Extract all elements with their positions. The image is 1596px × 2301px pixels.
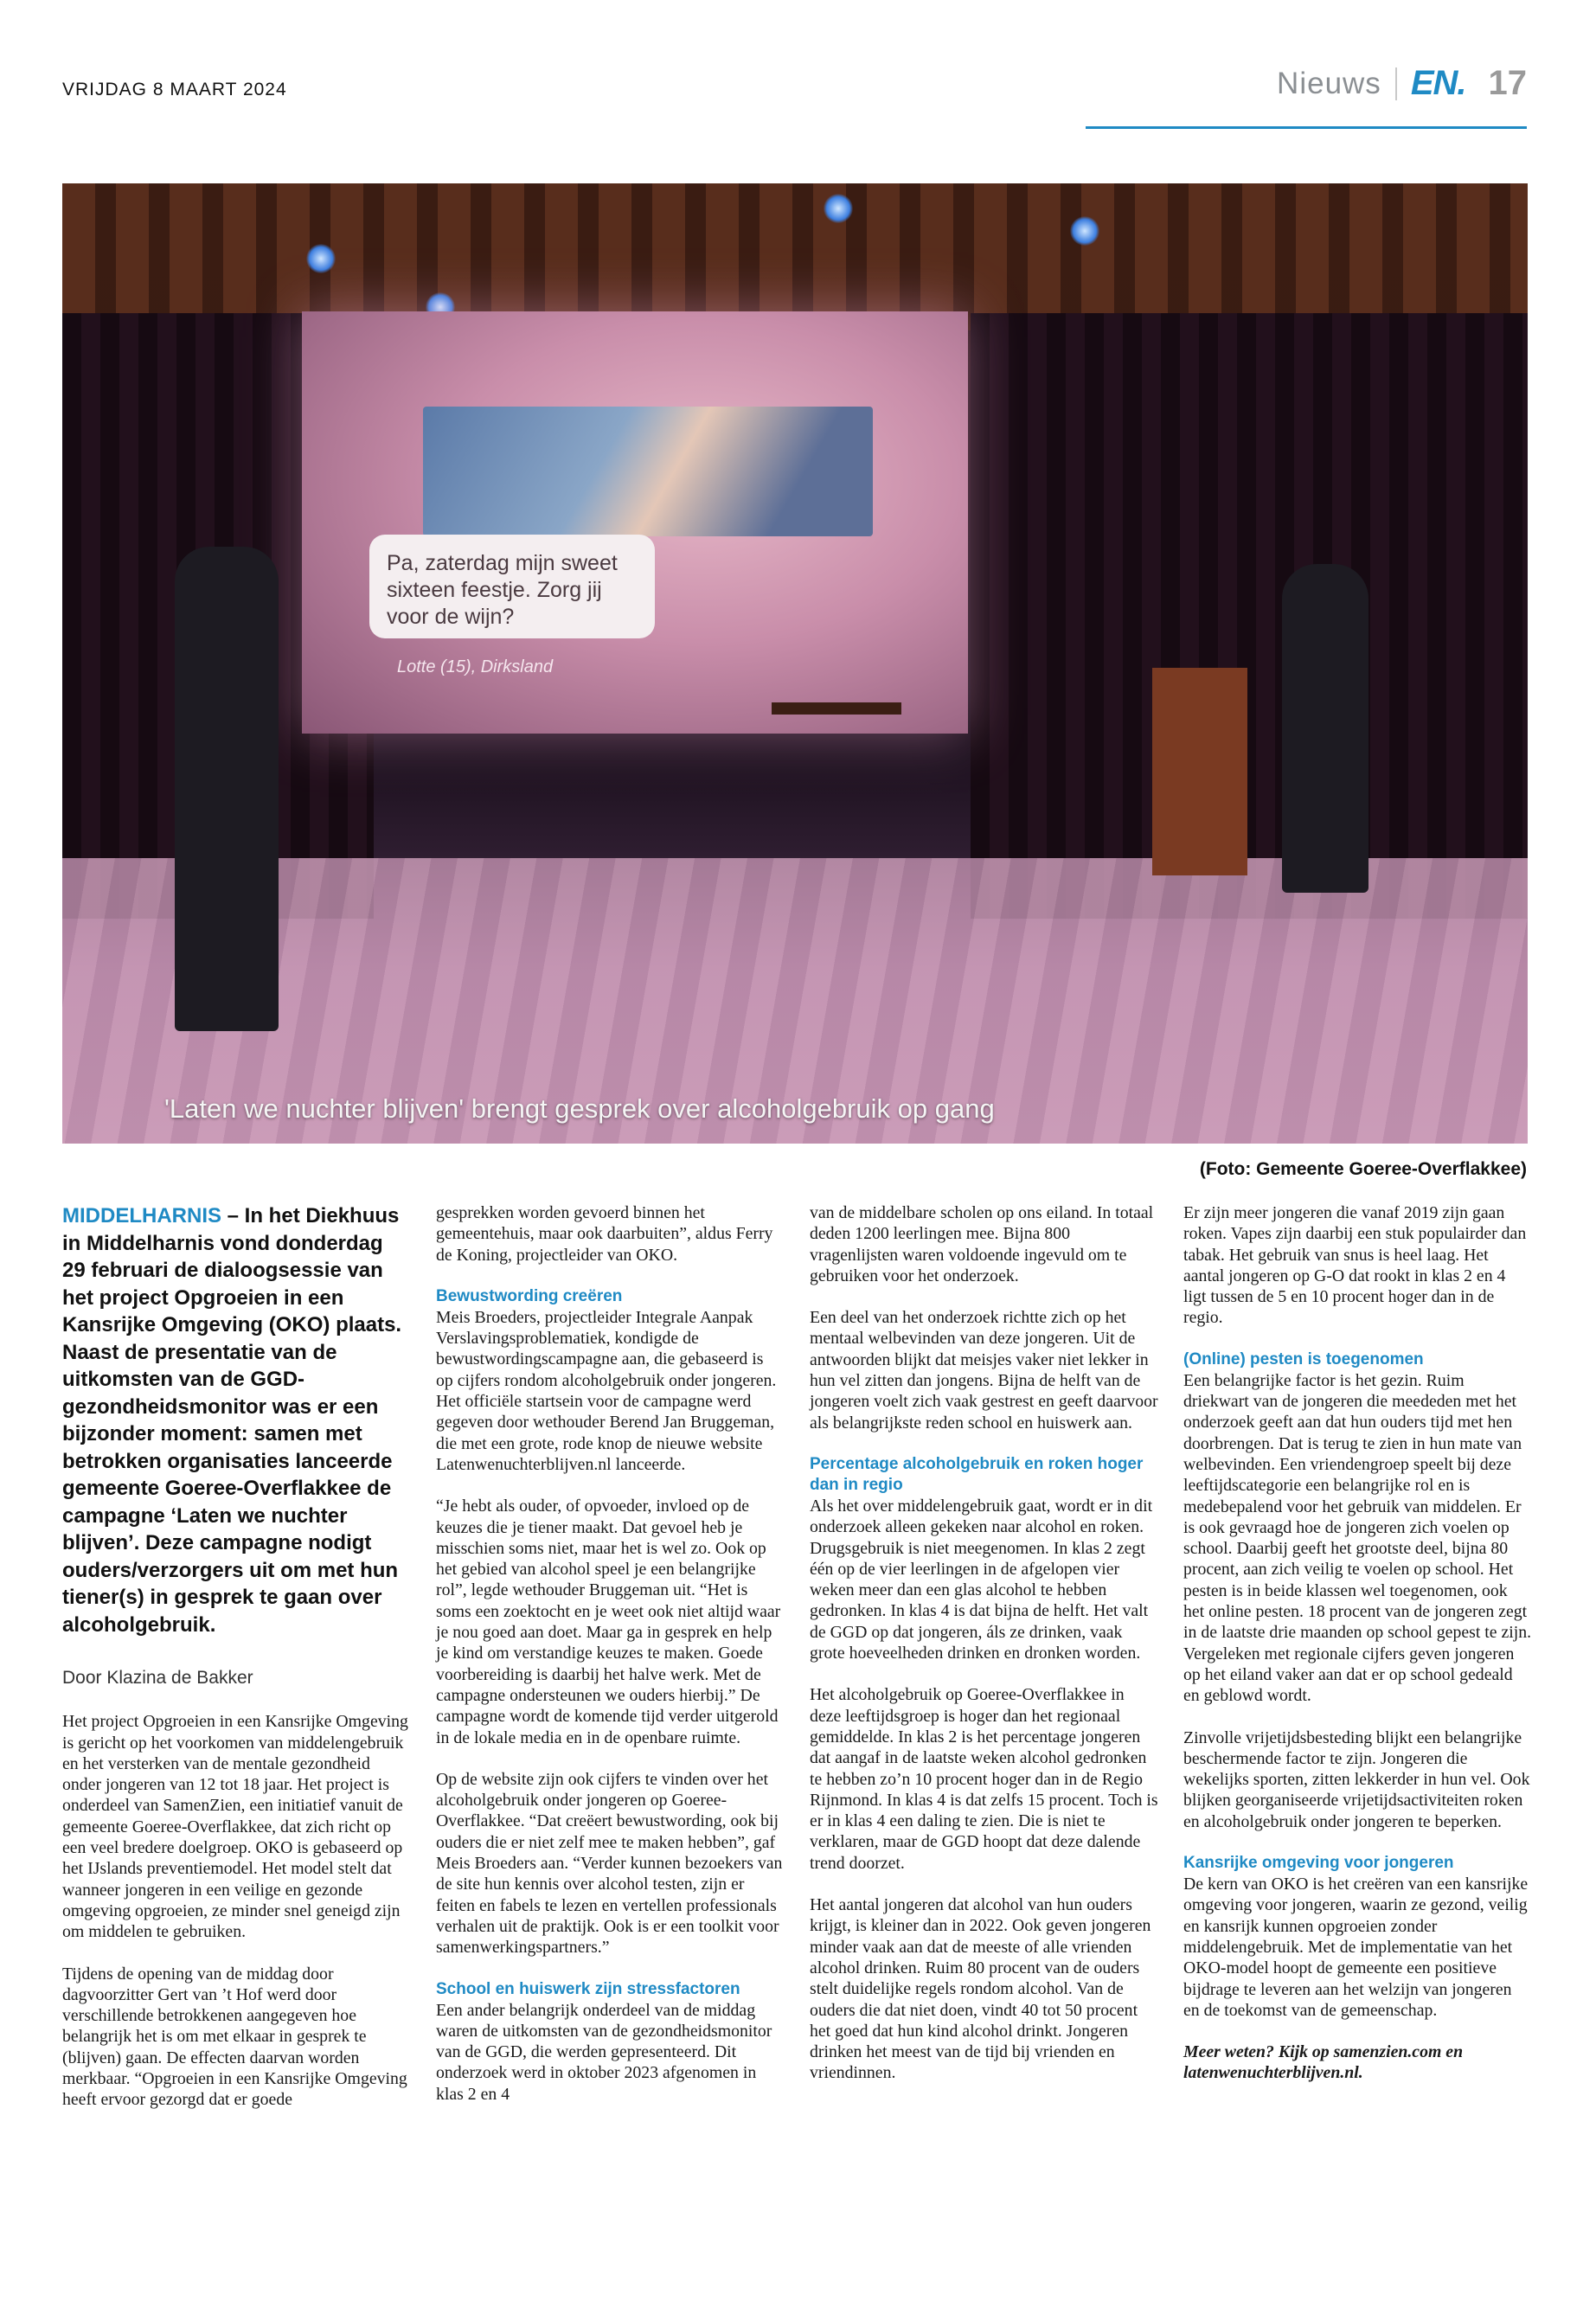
header-rule — [1086, 126, 1527, 129]
paragraph: Er zijn meer jongeren die vanaf 2019 zijn gaan roken. Vapes zijn daarbij een stuk populairder dan tabak. Het gebruik van snus is heel laag. Het aantal jongeren op G-O dat rookt in klas 2 en 4 ligt tussen de 5 en 10 procent hoger dan in de regio. — [1183, 1203, 1527, 1328]
section-header — [1277, 64, 1527, 103]
subheading: Bewustwording creëren — [436, 1286, 623, 1305]
stage-light — [306, 244, 336, 273]
article-photo — [62, 183, 1528, 1144]
article-lead — [62, 1202, 411, 1638]
paragraph: van de middelbare scholen op ons eiland. In totaal deden 1200 leerlingen mee. Bijna 800 vragenlijsten waren voldoende ingevuld om te gebruiken voor het onderzoek. — [810, 1203, 1154, 1285]
slide-speech-bubble: Pa, zaterdag mijn sweet sixteen feestje. Zorg jij voor de wijn? — [369, 535, 655, 638]
bar-table — [772, 702, 901, 715]
slide-photo — [423, 407, 873, 536]
lectern — [1152, 668, 1247, 875]
paragraph: De kern van OKO is het creëren van een kansrijke omgeving voor jongeren, waarin ze gezond, veilig en kansrijk kunnen opgroeien zonder middelengebruik. Met de implementatie van het OKO-model hoopt de gemeente een positieve bijdrage te leveren aan het welzijn van jongeren en de toekomst van de gemeenschap. — [1183, 1875, 1529, 2020]
section-label: Nieuws — [1277, 66, 1381, 100]
photo-ceiling — [62, 183, 1528, 330]
column-1 — [62, 1202, 411, 2131]
stage-light — [824, 194, 853, 223]
lead-place: MIDDELHARNIS — [62, 1204, 221, 1227]
paragraph: Het alcoholgebruik op Goeree-Overflakkee in deze leeftijdsgroep is hoger dan het regionaal gemiddelde. In klas 2 is het percentage jongeren dat aangaf in de laatste weken alcohol gedronken te hebben zo’n 10 procent hoger dan in de Regio Rijnmond. In klas 4 is dat zelfs 15 procent. Toch is er in klas 4 een daling te zien. Die is niet te verklaren, maar de GGD hoopt dat deze dalende trend doorzet. — [810, 1685, 1158, 1873]
paragraph: Als het over middelengebruik gaat, wordt er in dit onderzoek alleen gekeken naar alcohol en roken. Drugsgebruik is niet meegenomen. In klas 2 zegt één op de vier leerlingen in de afgelopen vier weken meer dan een glas alcohol te hebben gedronken. In klas 4 is dat bijna de helft. Het valt de GGD op dat jongeren, áls ze drinken, vaak grote hoeveelheden drinken en dronken worden. — [810, 1496, 1153, 1663]
lead-text: – In het Diekhuus in Middelharnis vond donderdag 29 februari de dialoogsessie van het project Opgroeien in een Kansrijke Omgeving (OKO) plaats. Naast de presentatie van de uitkomsten van de GGD-gezondheidsmonitor was er een bijzonder moment: samen met betrokken organisaties lanceerde gemeente Goeree-Overflakkee de campagne ‘Laten we nuchter blijven’. Deze campagne nodigt ouders/verzorgers uit om met hun tiener(s) in gesprek te gaan over alcoholgebruik. — [62, 1204, 402, 1637]
paragraph: Een deel van het onderzoek richtte zich op het mentaal welbevinden van deze jongeren. Uit de antwoorden blijkt dat meisjes vaker niet lekker in hun vel zitten dan jongens. Bijna de helft van de jongeren voelt zich vaak gestrest en geeft daarvoor als belangrijkste reden school en huiswerk aan. — [810, 1308, 1158, 1433]
column-4 — [1183, 1202, 1532, 2105]
paragraph: Een ander belangrijk onderdeel van de middag waren de uitkomsten van de gezondheidsmonitor van de GGD, die werden gepresenteerd. Dit onderzoek werd in oktober 2023 afgenomen in klas 2 en 4 — [436, 2000, 772, 2104]
closing-link-text: Meer weten? Kijk op samenzien.com en latenwenuchterblijven.nl. — [1183, 2042, 1464, 2083]
column-3 — [810, 1202, 1158, 2105]
issue-date: VRIJDAG 8 MAART 2024 — [62, 80, 287, 99]
brand-logo: EN. — [1410, 64, 1466, 102]
subheading: Kansrijke omgeving voor jongeren — [1183, 1854, 1454, 1873]
paragraph: Tijdens de opening van de middag door dagvoorzitter Gert van ’t Hof werd door verschillende betrokkenen aangegeven hoe belangrijk het is om met elkaar in gesprek te (blijven) gaan. De effecten daarvan worden merkbaar. “Opgroeien in een Kansrijke Omgeving heeft ervoor gezorgd dat er goede — [62, 1964, 407, 2110]
paragraph: gesprekken worden gevoerd binnen het gemeentehuis, maar ook daarbuiten”, aldus Ferry de Koning, projectleider van OKO. — [436, 1203, 773, 1265]
stage-light — [1070, 216, 1099, 246]
paragraph: Op de website zijn ook cijfers te vinden over het alcoholgebruik onder jongeren op Goeree-Overflakkee. “Dat creëert bewustwording, ook bij ouders die er niet zelf mee te maken hebben”, gaf Meis Broeders aan. “Verder kunnen bezoekers van de site hun kennis over alcohol testen, zijn er feiten en fabels te lezen en vertellen professionals verhalen uit de praktijk. Ook is er een toolkit voor samenwerkingspartners.” — [436, 1769, 783, 1958]
paragraph: Het aantal jongeren dat alcohol van hun ouders krijgt, is kleiner dan in 2022. Ook geven jongeren minder vaak aan dat de meeste of alle vrienden alcohol drinken. Ruim 80 procent van de ouders stelt duidelijke regels rondom alcohol. Van de ouders die dat niet doen, vindt 40 tot 50 procent het goed dat hun kind alcohol drinkt. Jongeren drinken het meest van de tijd bij vrienden en vriendinnen. — [810, 1895, 1151, 2083]
presenter-left — [175, 547, 279, 1031]
column-2 — [436, 1202, 785, 2125]
byline: Door Klazina de Bakker — [62, 1668, 253, 1688]
page-number: 17 — [1488, 64, 1527, 102]
subheading: Percentage alcoholgebruik en roken hoger dan in regio — [810, 1454, 1144, 1494]
slide-caption: Lotte (15), Dirksland — [397, 657, 554, 676]
presenter-right — [1282, 564, 1368, 893]
projection-screen — [302, 311, 968, 734]
paragraph: Zinvolle vrijetijdsbesteding blijkt een belangrijke beschermende factor te zijn. Jongeren die wekelijks sporten, zitten lekkerder in hun vel. Ook blijken georganiseerde vrijetijdsactiviteiten roken en alcoholgebruik onder jongeren te beperken. — [1183, 1727, 1530, 1831]
paragraph: Het project Opgroeien in een Kansrijke Omgeving is gericht op het voorkomen van middelengebruik en het versterken van de mentale gezondheid onder jongeren van 12 tot 18 jaar. Het project is onderdeel van SamenZien, een initiatief vanuit de gemeente Goeree-Overflakkee, dat zich richt op een veel bredere doelgroep. OKO is gebaseerd op het IJslands preventiemodel. Het model stelt dat wanneer jongeren in een veilige en gezonde omgeving opgroeien, ze minder snel geneigd zijn om middelen te gebruiken. — [62, 1712, 408, 1942]
section-divider — [1395, 67, 1397, 100]
photo-credit: (Foto: Gemeente Goeree-Overflakkee) — [1199, 1159, 1527, 1179]
subheading: School en huiswerk zijn stressfactoren — [436, 1979, 740, 1998]
article-subheadline: 'Laten we nuchter blijven' brengt gesprek over alcoholgebruik op gang — [164, 1093, 995, 1124]
subheading: (Online) pesten is toegenomen — [1183, 1349, 1424, 1368]
paragraph: “Je hebt als ouder, of opvoeder, invloed op de keuzes die je tiener maakt. Dat gevoel heb je misschien soms niet, maar het is wel zo. Ook op het gebied van alcohol speel je een belangrijke rol”, legde wethouder Bruggeman uit. “Het is soms een zoektocht en je weet ook niet altijd waar je nou goed aan doet. Maar ga in gesprek en help je kind om verstandige keuzes te maken. Goede voorbereiding is daarbij het halve werk. Met de campagne ondersteunen we ouders hierbij.” De campagne wordt de komende tijd verder uitgerold in de lokale media en in de openbare ruimte. — [436, 1497, 781, 1747]
photo-curtain-right — [971, 313, 1528, 919]
paragraph: Meis Broeders, projectleider Integrale Aanpak Verslavingsproblematiek, kondigde de bewustwordingscampagne aan, die gebaseerd is op cijfers rondom alcoholgebruik onder jongeren. Het officiële startsein voor de campagne werd gegeven door wethouder Berend Jan Bruggeman, die met een grote, rode knop de nieuwe website Latenwenuchterblijven.nl lanceerde. — [436, 1307, 777, 1474]
paragraph: Een belangrijke factor is het gezin. Ruim driekwart van de jongeren die meededen met het onderzoek geeft aan dat hun ouders tijd met hen doorbrengen. Dat is terug te zien in hun mate van welbevinden. Een vriendengroep speelt bij deze leeftijdscategorie een belangrijke rol en is medebepalend voor het gebruik van middelen. Er is ook gevraagd hoe de jongeren zich voelen op school. Daarbij geeft het grootste deel, bijna 80 procent, aan zich veilig te voelen op school. Het pesten is in beide klassen wel toegenomen, ook het online pesten. 18 procent van de jongeren zegt in de laatste drie maanden op school gepest te zijn. Vergeleken met regionale cijfers geven jongeren op het eiland vaker aan dat er op school gedeald en geblowd wordt. — [1183, 1370, 1532, 1706]
